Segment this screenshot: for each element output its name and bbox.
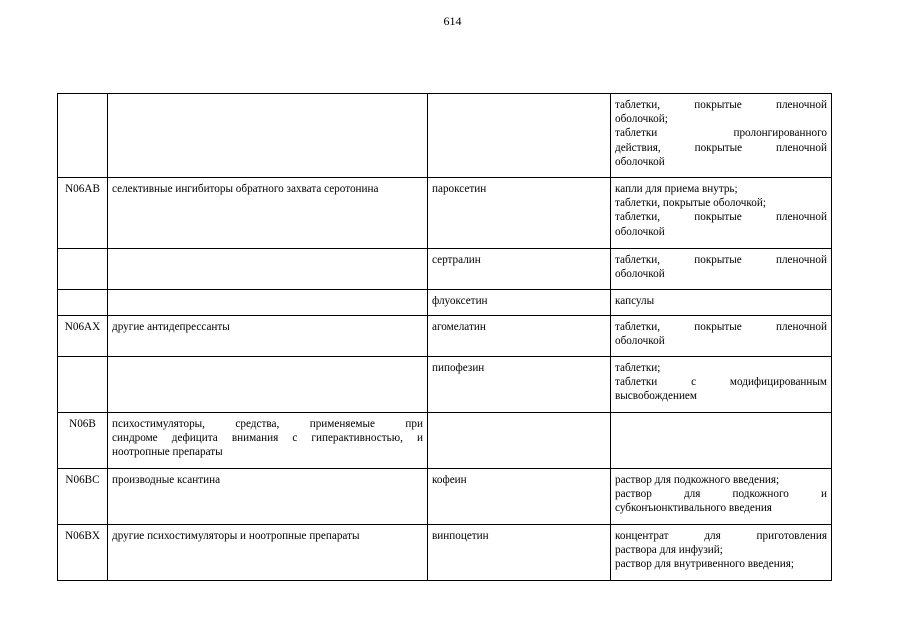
table-row	[58, 94, 832, 178]
dosage-forms-cell	[611, 290, 832, 316]
dosage-form-line: оболочкой	[615, 225, 665, 238]
table-row	[58, 357, 832, 413]
group-name-cell: производные ксантина	[108, 469, 428, 525]
dosage-form-line: действия, покрытые пленочной	[615, 141, 827, 154]
dosage-form-line: оболочкой	[615, 268, 665, 281]
dosage-forms-cell	[611, 316, 832, 357]
table-row	[58, 290, 832, 316]
drug-name-cell: кофеин	[428, 469, 611, 525]
dosage-form-line: капсулы	[615, 295, 655, 307]
dosage-form-line: оболочкой	[615, 155, 665, 168]
group-name-line: ноотропные препараты	[112, 446, 223, 459]
dosage-forms-cell	[611, 94, 832, 178]
drug-table	[57, 93, 832, 581]
dosage-forms-cell	[611, 357, 832, 413]
group-name-cell	[108, 94, 428, 178]
table-row	[58, 469, 832, 525]
atc-code-cell	[58, 94, 108, 178]
dosage-form-line: таблетки, покрытые пленочной	[615, 99, 827, 111]
dosage-form-line: капли для приема внутрь;	[615, 183, 738, 195]
drug-name-cell: агомелатин	[428, 316, 611, 357]
drug-name-cell: сертралин	[428, 249, 611, 290]
table-row	[58, 316, 832, 357]
atc-code-cell: N06BC	[58, 469, 108, 525]
table-row	[58, 178, 832, 249]
group-name-cell: другие психостимуляторы и ноотропные препараты	[108, 525, 428, 581]
dosage-form-line: таблетки, покрытые оболочкой;	[615, 197, 766, 210]
dosage-form-line: таблетки с модифицированным	[615, 376, 827, 389]
atc-code-cell: N06BX	[58, 525, 108, 581]
atc-code-cell: N06AX	[58, 316, 108, 357]
table-row	[58, 525, 832, 581]
atc-code-cell	[58, 290, 108, 316]
dosage-form-line: раствор для подкожного введения;	[615, 474, 780, 486]
atc-code-cell	[58, 249, 108, 290]
dosage-form-line: таблетки пролонгированного	[615, 127, 827, 140]
table-body	[58, 94, 832, 581]
dosage-form-line: концентрат для приготовления	[615, 530, 827, 542]
dosage-forms-cell	[611, 249, 832, 290]
drug-name-cell	[428, 413, 611, 469]
dosage-form-line: оболочкой	[615, 335, 665, 348]
drug-name-cell: флуоксетин	[428, 290, 611, 316]
dosage-form-line: таблетки, покрытые пленочной	[615, 254, 827, 266]
page-number: 614	[443, 14, 462, 28]
dosage-forms-cell	[611, 178, 832, 249]
drug-name-cell: пароксетин	[428, 178, 611, 249]
atc-code-cell	[58, 357, 108, 413]
atc-code-cell: N06AB	[58, 178, 108, 249]
group-name-cell	[108, 249, 428, 290]
dosage-form-line: таблетки, покрытые пленочной	[615, 321, 827, 333]
dosage-forms-cell	[611, 469, 832, 525]
dosage-form-line: высвобождением	[615, 390, 697, 403]
dosage-form-line: оболочкой;	[615, 113, 668, 126]
group-name-cell: другие антидепрессанты	[108, 316, 428, 357]
dosage-forms-cell	[611, 525, 832, 581]
dosage-form-line: таблетки;	[615, 362, 661, 374]
dosage-forms-cell	[611, 413, 832, 469]
dosage-form-line: таблетки, покрытые пленочной	[615, 211, 827, 224]
atc-code-cell: N06B	[58, 413, 108, 469]
group-name-cell: селективные ингибиторы обратного захвата серотонина	[108, 178, 428, 249]
table-row	[58, 249, 832, 290]
group-name-line: синдроме дефицита внимания с гиперактивностью, и	[112, 432, 423, 445]
dosage-form-line: субконъюнктивального введения	[615, 502, 772, 515]
drug-name-cell: пипофезин	[428, 357, 611, 413]
drug-name-cell	[428, 94, 611, 178]
group-name-cell	[108, 413, 428, 469]
dosage-form-line: раствора для инфузий;	[615, 544, 723, 557]
table-row	[58, 413, 832, 469]
group-name-line: психостимуляторы, средства, применяемые при	[112, 418, 423, 430]
group-name-cell	[108, 290, 428, 316]
dosage-form-line: раствор для внутривенного введения;	[615, 558, 794, 571]
group-name-cell	[108, 357, 428, 413]
drug-name-cell: винпоцетин	[428, 525, 611, 581]
dosage-form-line: раствор для подкожного и	[615, 488, 827, 501]
